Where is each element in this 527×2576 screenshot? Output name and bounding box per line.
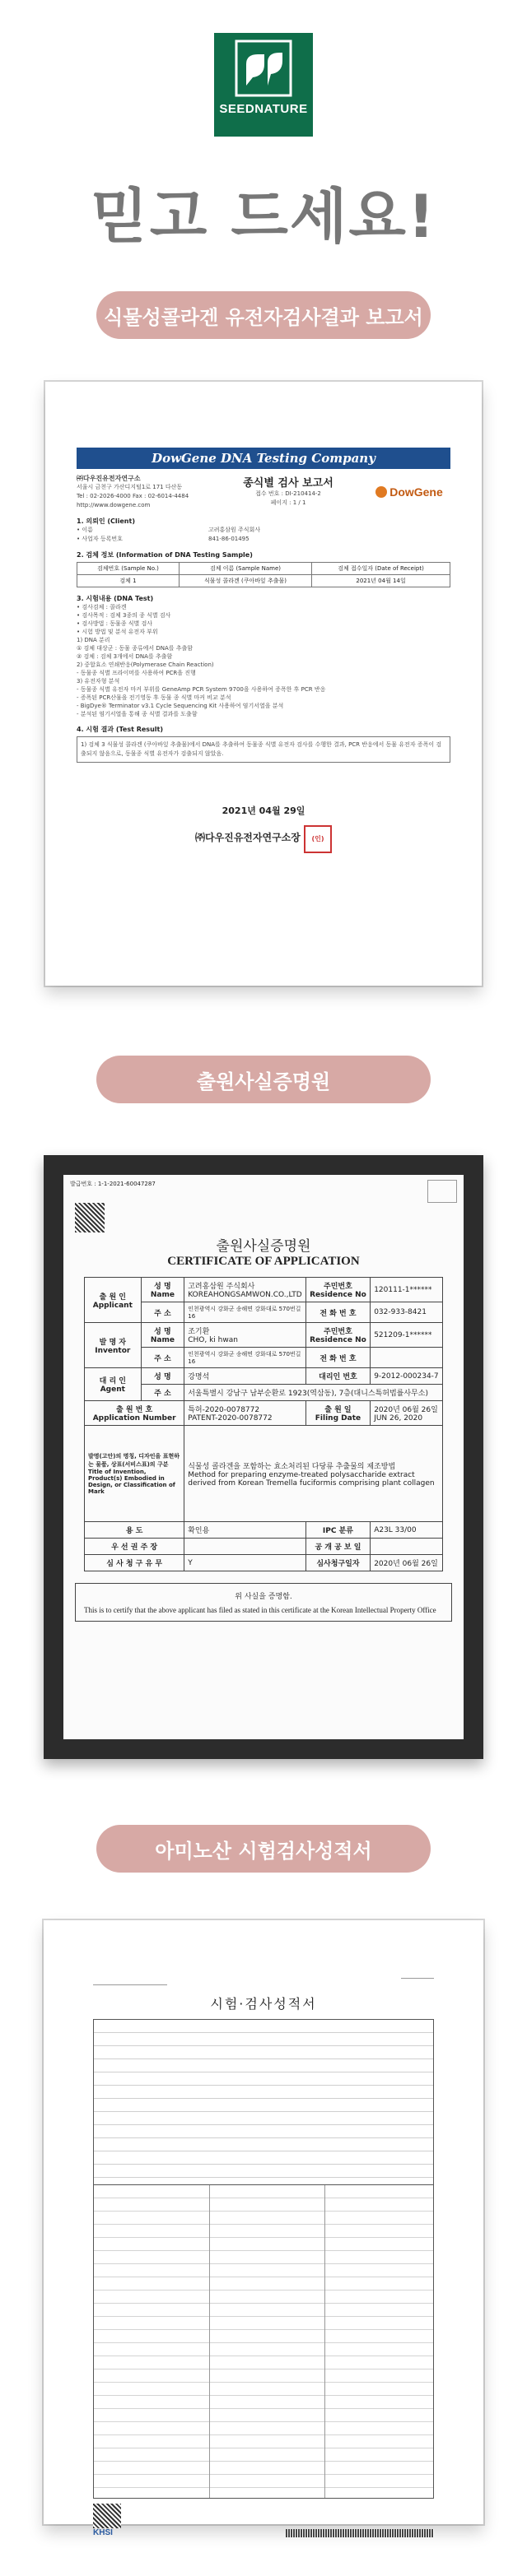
receipt-number: 접수 번호 : DI-210414-2	[255, 490, 321, 497]
dowgene-logo-icon	[375, 486, 387, 498]
row-value2: 120111-1******	[371, 1278, 443, 1302]
inventor-address: 인천광역시 강화군 송해면 강화대로 570번길 16	[184, 1348, 305, 1368]
sample-cell: 검체 1	[77, 575, 180, 587]
sample-table	[77, 562, 450, 587]
row-label2: 대리인 번호	[305, 1368, 370, 1385]
row-sublabel: 주 소	[141, 1385, 184, 1401]
applicant-label: 출 원 인 Applicant	[85, 1278, 142, 1323]
row-value2	[371, 1348, 443, 1368]
filing-date-label: 출 원 일 Filing Date	[305, 1401, 370, 1426]
lab-website: http://www.dowgene.com	[77, 502, 151, 508]
sample-cell: 2021년 04월 14일	[312, 575, 450, 587]
applicant-name: 고려홍삼원 주식회사 KOREAHONGSAMWON.CO.,LTD	[184, 1278, 305, 1302]
dna-report-document	[77, 448, 450, 941]
results-table	[93, 2185, 434, 2499]
certificate-table	[84, 1277, 443, 1571]
test-line: ② 검체 : 검체 3개에서 DNA를 추출함	[77, 653, 173, 660]
lab-address: 서울시 금천구 가산디지털1로 171 다산동	[77, 484, 183, 490]
brand-name: SEEDNATURE	[219, 102, 308, 116]
publish-label: 공 개 공 보 일	[305, 1539, 370, 1555]
section-title-patent: 출원사실증명원	[96, 1056, 431, 1103]
ipc-label: IPC 분류	[305, 1522, 370, 1539]
test-result: 1) 검체 3 식물성 콜라겐 (쿠아바잎 추출물)에서 DNA를 추출하여 동물종 식별 유전자 검사를 수행한 결과, PCR 반응에서 동물 유전자 증폭이 검출되지 않음으로, 동물종 식별 유전자가 검출되지 않았음.	[77, 736, 450, 763]
sample-header: 검체번호 (Sample No.)	[77, 563, 180, 575]
test-line: - BigDye® Terminator v3.1 Cycle Sequencing Kit 사용하여 염기서열을 분석	[77, 703, 284, 709]
priority-label: 우 선 권 주 장	[85, 1539, 184, 1555]
document-frame-patent	[44, 1155, 483, 1759]
qr-code-icon	[75, 1203, 105, 1232]
lab-phone: Tel : 02-2026-4000 Fax : 02-6014-4484	[77, 493, 189, 499]
page-number: 페이지 : 1 / 1	[270, 499, 306, 506]
kipo-emblem-icon	[427, 1180, 457, 1203]
lab-name: ㈜다우진유전자연구소	[77, 475, 141, 482]
row-label2: 주민번호 Residence No	[305, 1278, 370, 1302]
section-result: 4. 시험 결과 (Test Result)	[77, 726, 163, 733]
row-value2: 521209-1******	[371, 1323, 443, 1348]
row-sublabel: 성 명 Name	[141, 1323, 184, 1348]
section-title-dna-report: 식물성콜라겐 유전자검사결과 보고서	[96, 291, 431, 339]
report-date: 2021년 04월 29일	[222, 805, 305, 816]
client-reg: 841-86-01495	[208, 536, 250, 542]
brand-logo	[214, 33, 313, 137]
report-title: 종식별 검사 보고서	[243, 477, 333, 490]
headline: 믿고 드세요!	[91, 182, 436, 251]
row-sublabel: 성 명	[141, 1368, 184, 1385]
test-line: 3) 유전자형 분석	[77, 678, 120, 685]
purpose: 확인용	[184, 1522, 305, 1539]
applicant-address: 인천광역시 강화군 송해면 강화대로 570번길 16	[184, 1302, 305, 1323]
application-number: 특허-2020-0078772 PATENT-2020-0078772	[184, 1401, 305, 1426]
test-line: - 동물종 식별 프라이머를 사용하여 PCR을 진행	[77, 670, 196, 676]
inventor-name: 조기환 CHO, ki hwan	[184, 1323, 305, 1348]
test-line: • 시험 방법 및 분석 유전자 부위	[77, 629, 158, 635]
certificate-title-en: CERTIFICATE OF APPLICATION	[167, 1255, 360, 1268]
test-line: 1) DNA 분리	[77, 637, 110, 643]
leaf-icon	[235, 39, 292, 97]
test-line: ① 검체 대상군 : 동물 종류에서 DNA를 추출함	[77, 645, 194, 652]
row-sublabel: 주 소	[141, 1348, 184, 1368]
certificate-title-kr: 출원사실증명원	[216, 1238, 311, 1255]
dowgene-logo-text: DowGene	[389, 485, 443, 499]
exam-label: 심 사 청 구 유 무	[85, 1555, 184, 1571]
khsi-logo: KHSI	[93, 2528, 113, 2537]
client-reg-label: • 사업자 등록번호	[77, 536, 123, 542]
report-signer: ㈜다우진유전자연구소장	[194, 832, 301, 843]
test-line: • 검사검체 : 콜라겐	[77, 604, 127, 610]
row-value2: 032-933-8421	[371, 1302, 443, 1323]
exam-date-label: 심사청구일자	[305, 1555, 370, 1571]
test-line: - 증폭된 PCR산물을 전기영동 후 동물 종 식별 마커 비교 분석	[77, 694, 231, 701]
exam-date: 2020년 06월 26일	[371, 1555, 443, 1571]
sample-cell: 식물성 콜라겐 (쿠아바잎 추출물)	[179, 575, 311, 587]
section-sample: 2. 검체 정보 (Information of DNA Testing Sample)	[77, 551, 253, 559]
agent-name: 강명석	[184, 1368, 305, 1385]
ipc: A23L 33/00	[371, 1522, 443, 1539]
client-name-label: • 이름	[77, 527, 93, 533]
certify-text-en: This is to certify that the above applicant has filed as stated in this certificate at the Korean Intellectual Property Office	[84, 1606, 436, 1614]
row-sublabel: 성 명 Name	[141, 1278, 184, 1302]
invention-title-label: 발명(고안)의 명칭, 디자인을 표현하는 물품, 상표(서비스표)의 구분 Title of Invention, Product(s) Embodied in Design, or Classification of Mark	[85, 1426, 184, 1522]
client-name: 고려홍삼원 주식회사	[208, 527, 261, 533]
publish	[371, 1539, 443, 1555]
sample-info-block	[93, 2019, 434, 2185]
patent-certificate-document	[63, 1175, 464, 1739]
qr-code-icon	[93, 2504, 121, 2528]
test-line: - 분석된 염기서열을 통해 종 식별 결과를 도출함	[77, 711, 198, 717]
row-sublabel: 주 소	[141, 1302, 184, 1323]
row-label2: 주민번호 Residence No	[305, 1323, 370, 1348]
barcode-icon	[286, 2529, 434, 2537]
report-number-field	[93, 1970, 167, 1985]
priority	[184, 1539, 305, 1555]
agent-label: 대 리 인 Agent	[85, 1368, 142, 1401]
row-label2: 전 화 번 호	[305, 1348, 370, 1368]
test-line: • 검사목적 : 검체 3종의 종 식별 검사	[77, 612, 171, 619]
section-client: 1. 의뢰인 (Client)	[77, 518, 135, 525]
certify-text-kr: 위 사실을 증명함.	[235, 1593, 292, 1601]
filing-date: 2020년 06월 26일 JUN 26, 2020	[371, 1401, 443, 1426]
invention-title: 식물성 콜라겐을 포함하는 효소처리된 다당류 추출물의 제조방법 Method for preparing enzyme-treated polysaccharide extract derived from Korean Tremella fuciformis comprising plant collagen	[184, 1426, 443, 1522]
amino-report-title: 시험·검사성적서	[210, 1996, 317, 2012]
test-line: 2) 중합효소 연쇄반응(Polymerase Chain Reaction)	[77, 661, 214, 668]
purpose-label: 용 도	[85, 1522, 184, 1539]
section-test: 3. 시험내용 (DNA Test)	[77, 595, 154, 602]
test-line: - 동물종 식별 유전자 마커 부위를 GeneAmp PCR System 9700을 사용하여 증폭한 후 PCR 반응	[77, 686, 326, 693]
inventor-label: 발 명 자 Inventor	[85, 1323, 142, 1368]
document-frame-dna	[45, 382, 482, 986]
sample-header: 검체 이름 (Sample Name)	[179, 563, 311, 575]
row-label2: 전 화 번 호	[305, 1302, 370, 1323]
sample-header: 검체 접수일자 (Date of Receipt)	[312, 563, 450, 575]
exam: Y	[184, 1555, 305, 1571]
document-frame-amino	[44, 1920, 483, 2537]
row-value2: 9-2012-000234-7	[371, 1368, 443, 1385]
application-number-label: 출 원 번 호 Application Number	[85, 1401, 184, 1426]
dna-report-banner: DowGene DNA Testing Company	[77, 448, 450, 469]
test-line: • 검사방법 : 동물종 식별 검사	[77, 620, 152, 627]
agent-address: 서울특별시 강남구 남부순환로 1923(역삼동), 7층(대니스특허법률사무소)	[184, 1385, 443, 1401]
amino-acid-report-document	[93, 1970, 434, 2537]
page-field	[401, 1970, 434, 1979]
issue-number: 발급번호 : 1-1-2021-60047287	[70, 1181, 156, 1187]
section-title-amino-acid: 아미노산 시험검사성적서	[96, 1825, 431, 1873]
red-seal: (인)	[304, 825, 332, 853]
